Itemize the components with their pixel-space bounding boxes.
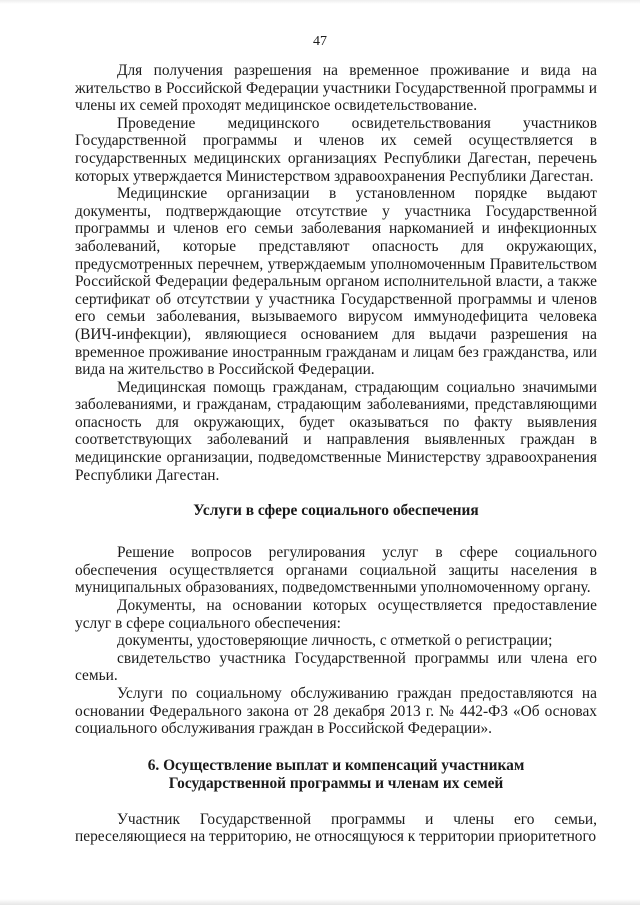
paragraph-medical-documents: Медицинские организации в установленном порядке выдают документы, подтверждающие отсутствие у участника Государственной программы и членов его семьи заболевания наркоманией и инфекционных заболеваний, которые представляют опасность для окружающих, предусмотренных перечнем, утверждаемым уполномоченным Правительством Российской Федерации федеральным органом исполнительной власти, а также сертификат об отсутствии у участника Государственной программы и членов его семьи заболевания, вызываемого вирусом иммунодефицита человека (ВИЧ-инфекции), являющиеся основанием для выдачи разрешения на временное проживание иностранным гражданам и лицам без гражданства, или вида на жительство в Российской Федерации. (75, 185, 597, 379)
paragraph-medical-assistance: Медицинская помощь гражданам, страдающим социально значимыми заболеваниями, и гражданам, страдающим заболеваниями, представляющими опасность для окружающих, будет оказываться по факту выявления соответствующих заболеваний и направления выявленных граждан в медицинские организации, подведомственные Министерству здравоохранения Республики Дагестан. (75, 378, 597, 484)
paragraph-federal-law: Услуги по социальному обслуживанию граждан предоставляются на основании Федерального закона от 28 декабря 2013 г. № 442-ФЗ «Об основах социального обслуживания граждан в Российской Федерации». (75, 685, 597, 738)
paragraph-social-regulation: Решение вопросов регулирования услуг в сфере социального обеспечения осуществляется органами социальной защиты населения в муниципальных образованиях, подведомственными уполномоченному органу. (75, 544, 597, 597)
list-item-identity-docs: документы, удостоверяющие личность, с отметкой о регистрации; (117, 632, 553, 650)
paragraph-section-6: Участник Государственной программы и члены его семьи, переселяющиеся на территорию, не относящуюся к территории приоритетного (75, 810, 597, 846)
heading-section-6 (75, 757, 597, 793)
paragraph-social-documents: Документы, на основании которых осуществляется предоставление услуг в сфере социального обеспечения: (75, 597, 597, 632)
paragraph-exam-organizations: Проведение медицинского освидетельствования участников Государственной программы и членов их семей осуществляется в государственных медицинских организациях Республики Дагестан, перечень которых утверждается Министерством здравоохранения Республики Дагестан. (75, 114, 597, 185)
document-body (75, 62, 597, 846)
heading-section-6-line-2: Государственной программы и членам их семей (168, 774, 504, 792)
scan-top-edge (0, 0, 640, 4)
paragraph-medical-exam: Для получения разрешения на временное проживание и вида на жительство в Российской Федерации участники Государственной программы и члены их семей проходят медицинское освидетельствование. (75, 62, 597, 115)
heading-social-services: Услуги в сфере социального обеспечения (193, 502, 479, 520)
heading-section-6-line-1: 6. Осуществление выплат и компенсаций участникам (147, 756, 525, 774)
scan-bottom-edge (0, 899, 640, 905)
list-item-participant-certificate: свидетельство участника Государственной программы или члена его семьи. (75, 649, 597, 685)
page-number: 47 (313, 34, 327, 49)
